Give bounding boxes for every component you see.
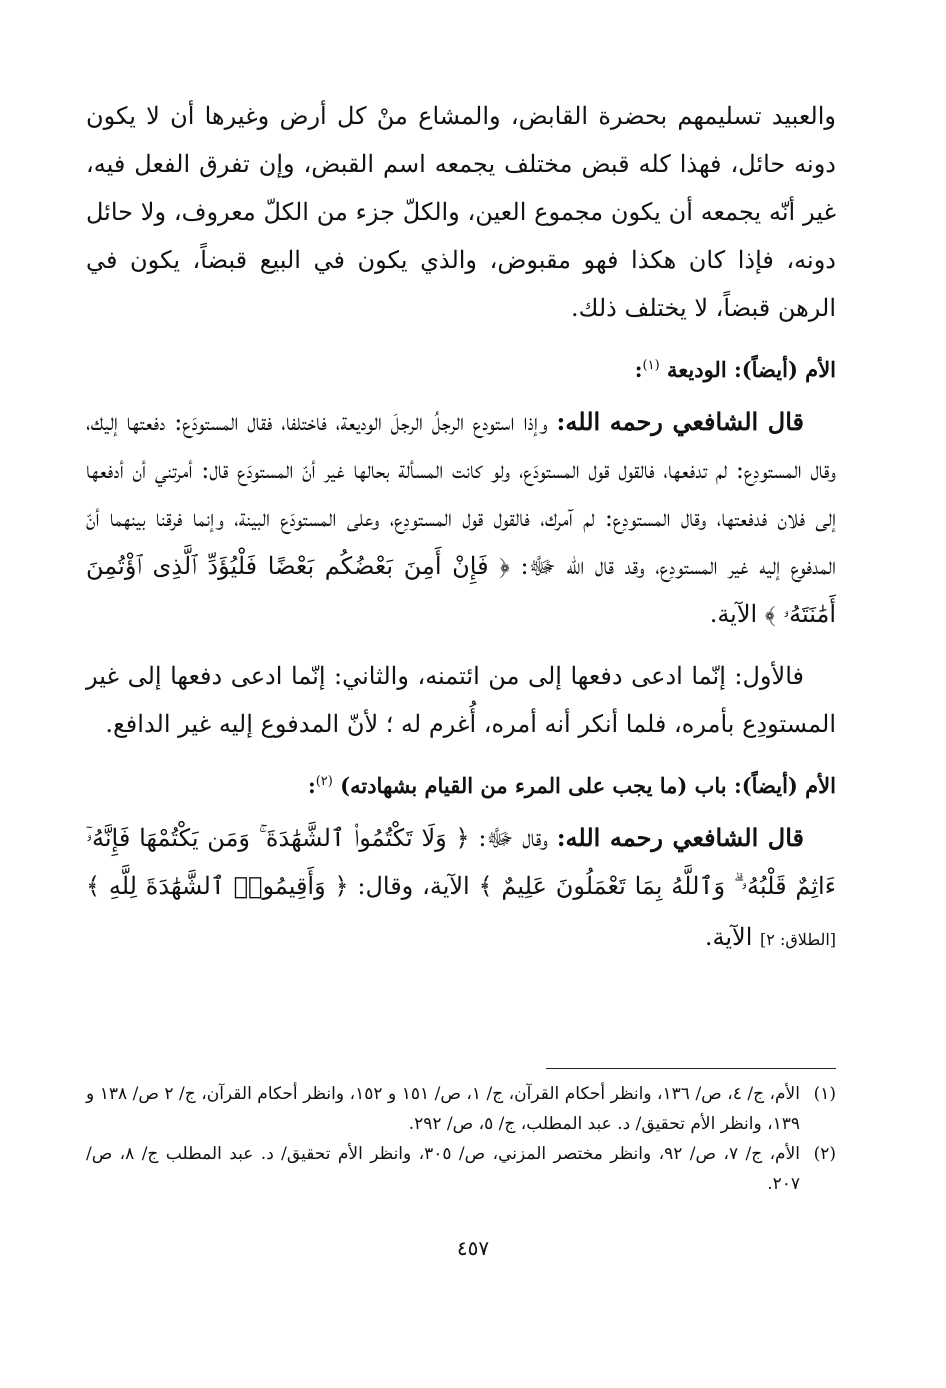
footnote-ref-1: (١) bbox=[642, 358, 660, 373]
footnote-number: (٢) bbox=[813, 1144, 836, 1164]
heading-colon: : bbox=[634, 357, 643, 382]
footnote-divider bbox=[546, 1068, 836, 1069]
page-body bbox=[86, 92, 836, 964]
paragraph-end: الآية. bbox=[704, 923, 761, 951]
paragraph-end: الآية. bbox=[709, 600, 765, 628]
paragraph-testimony bbox=[86, 814, 836, 964]
footnote-item bbox=[86, 1139, 836, 1199]
section-heading-testimony bbox=[86, 762, 836, 806]
paragraph-text: وإذا استودع الرجلُ الرجلَ الوديعة، فاختلفا، فقال المستودَع: دفعتها إليك، وقال المستودِع: لم تدفعها، فالقول قول المستودَع، ولو كانت المسألة بحالها غير أنّ المستودَع قال: أمرتني أن أدفعها إلى فلان فدفعتها، وقال المستودِع: لم آمرك، فالقول قول المستودِع، وعلى المستودَع البينة، وإنما فرقنا بينهما أنّ المدفوع إليه غير المستودِع، وقد قال الله ﷻ: bbox=[86, 408, 836, 580]
footnote-text: الأم، ج/ ٤، ص/ ١٣٦، وانظر أحكام القرآن، ج/ ١، ص/ ١٥١ و ١٥٢، وانظر أحكام القرآن، ج/ ٢ ص/ ١٣٨ و ١٣٩، وانظر الأم تحقيق/ د. عبد المطلب، ج/ ٥، ص/ ٢٩٢. bbox=[86, 1084, 800, 1134]
paragraph-text: وقال ﷻ: bbox=[469, 824, 557, 852]
quran-verse: ﴿ وَأَقِيمُوا۟ ٱلشَّهَٰدَةَ لِلَّهِ ﴾ bbox=[86, 872, 349, 900]
paragraph-explanation: فالأول: إنّما ادعى دفعها إلى من ائتمنه، والثاني: إنّما ادعى دفعها إلى غير المستودِع بأمره، فلما أنكر أنه أمره، أُغرم له ؛ لأنّ المدفوع إليه غير الدافع. bbox=[86, 662, 836, 738]
heading-text: الأم (أيضاً): باب (ما يجب على المرء من القيام بشهادته) bbox=[340, 773, 836, 798]
quran-verse: ﴿ وَلَا تَكْتُمُوا۟ ٱلشَّهَٰدَةَ ۚ وَمَن يَكْتُمْهَا فَإِنَّهُۥٓ ءَاثِمٌ قَلْبُهُۥ ۗ وَٱللَّهُ بِمَا تَعْمَلُونَ عَلِيمٌ ﴾ bbox=[86, 824, 836, 900]
paragraph-deposit bbox=[86, 398, 836, 638]
verse-reference: [الطلاق: ٢] bbox=[760, 930, 836, 949]
paragraph-text: الآية، وقال: bbox=[348, 872, 479, 900]
speaker-lead: قال الشافعي رحمه الله: bbox=[556, 407, 804, 436]
footnote-number: (١) bbox=[813, 1084, 836, 1104]
footnote-ref-2: (٢) bbox=[315, 774, 333, 789]
quran-verse: ﴿ فَإِنْ أَمِنَ بَعْضُكُم بَعْضًا فَلْيُؤَدِّ ٱلَّذِى ٱؤْتُمِنَ أَمَٰنَتَهُۥ ﴾ bbox=[86, 552, 836, 628]
footnote-text: الأم، ج/ ٧، ص/ ٩٢، وانظر مختصر المزني، ص/ ٣٠٥، وانظر الأم تحقيق/ د. عبد المطلب ج/ ٨، ص/ ٢٠٧. bbox=[86, 1144, 801, 1194]
footnote-item bbox=[86, 1079, 836, 1139]
paragraph-collection: والعبيد تسليمهم بحضرة القابض، والمشاع منْ كل أرض وغيرها أن لا يكون دونه حائل، فهذا كله قبض مختلف يجمعه اسم القبض، وإن تفرق الفعل فيه، غير أنّه يجمعه أن يكون مجموع العين، والكلّ جزء من الكلّ معروف، ولا حائل دونه، فإذا كان هكذا فهو مقبوض، والذي يكون في البيع قبضاً، يكون في الرهن قبضاً، لا يختلف ذلك. bbox=[86, 102, 836, 322]
footnotes bbox=[86, 1068, 836, 1199]
speaker-lead: قال الشافعي رحمه الله: bbox=[556, 823, 804, 852]
heading-colon: : bbox=[307, 773, 316, 798]
page-number: ٤٥٧ bbox=[456, 1236, 490, 1260]
section-heading-deposit bbox=[86, 346, 836, 390]
heading-text: الأم (أيضاً): الوديعة bbox=[666, 357, 836, 382]
